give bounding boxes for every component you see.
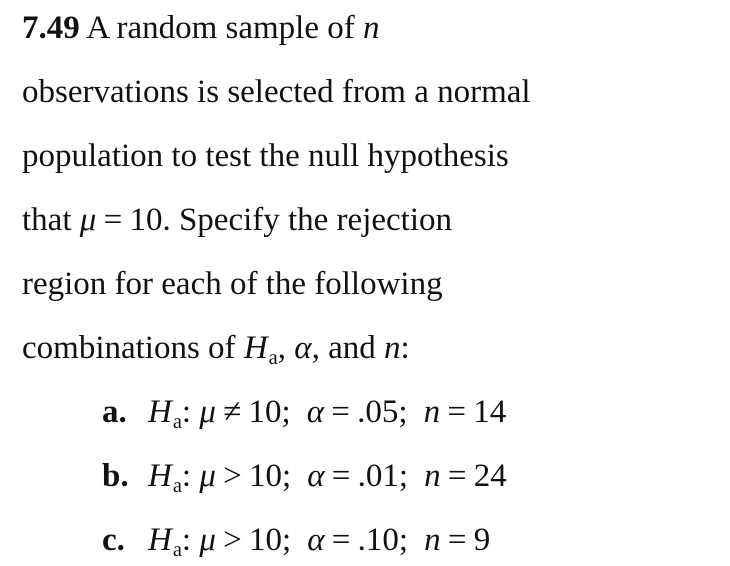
h-symbol: H — [243, 330, 268, 366]
and-text: , and — [311, 330, 376, 366]
part-a — [102, 392, 506, 436]
alpha-value: .10; — [357, 522, 409, 558]
part-label: c. — [102, 522, 125, 558]
intro-text: A random sample of — [86, 10, 355, 46]
h-symbol: H — [148, 522, 172, 558]
line-3-text: population to test the null hypothesis — [22, 138, 509, 174]
part-colon: : — [181, 394, 192, 430]
h-symbol: H — [148, 458, 172, 494]
alpha-symbol: α — [307, 458, 325, 494]
null-value: 10; — [248, 394, 291, 430]
equals-sign: = — [447, 522, 467, 558]
a-subscript: a — [172, 538, 182, 561]
n-symbol: n — [424, 458, 441, 494]
mu-symbol: μ — [199, 394, 216, 430]
part-label: a. — [102, 394, 127, 430]
line-2-text: observations is selected from a normal — [22, 74, 531, 110]
problem-line-3 — [22, 136, 509, 176]
a-subscript: a — [172, 474, 182, 497]
equals-sign: = — [331, 394, 350, 430]
alpha-value: .05; — [357, 394, 408, 430]
problem-line-1 — [22, 8, 379, 48]
null-value: 10; — [249, 458, 292, 494]
problem-number: 7.49 — [22, 10, 80, 46]
equals-sign: = — [103, 202, 123, 238]
line-5-text: region for each of the following — [22, 266, 443, 302]
n-symbol: n — [362, 10, 380, 46]
line-4-suffix: 10. Specify the rejection — [129, 202, 452, 238]
line-6-prefix: combinations of — [22, 330, 236, 366]
part-label: b. — [102, 458, 129, 494]
equals-sign: = — [447, 458, 467, 494]
n-value: 24 — [473, 458, 507, 494]
comma: , — [277, 330, 286, 366]
relation-symbol: > — [223, 458, 242, 494]
mu-symbol: μ — [199, 458, 216, 494]
problem-line-2 — [22, 72, 531, 112]
part-b — [102, 456, 507, 500]
alpha-value: .01; — [357, 458, 409, 494]
equals-sign: = — [331, 522, 351, 558]
alpha-symbol: α — [294, 330, 312, 366]
colon: : — [400, 330, 410, 366]
part-colon: : — [181, 458, 192, 494]
relation-symbol: > — [223, 522, 242, 558]
mu-symbol: μ — [199, 522, 216, 558]
a-subscript: a — [172, 410, 182, 433]
a-subscript: a — [268, 346, 278, 369]
n-symbol: n — [423, 394, 441, 430]
alpha-symbol: α — [306, 394, 325, 430]
problem-line-6 — [22, 328, 410, 372]
equals-sign: = — [447, 394, 466, 430]
alpha-symbol: α — [307, 522, 325, 558]
problem-line-4 — [22, 200, 452, 240]
h-symbol: H — [148, 394, 172, 430]
part-colon: : — [181, 522, 192, 558]
line-4-prefix: that — [22, 202, 72, 238]
n-symbol-line-6: n — [383, 330, 401, 366]
mu-symbol: μ — [79, 202, 97, 238]
n-value: 14 — [473, 394, 507, 430]
part-c — [102, 520, 490, 564]
equals-sign: = — [331, 458, 351, 494]
relation-symbol: ≠ — [223, 394, 242, 430]
problem-line-5 — [22, 264, 443, 304]
null-value: 10; — [249, 522, 292, 558]
n-value: 9 — [473, 522, 491, 558]
n-symbol: n — [424, 522, 441, 558]
